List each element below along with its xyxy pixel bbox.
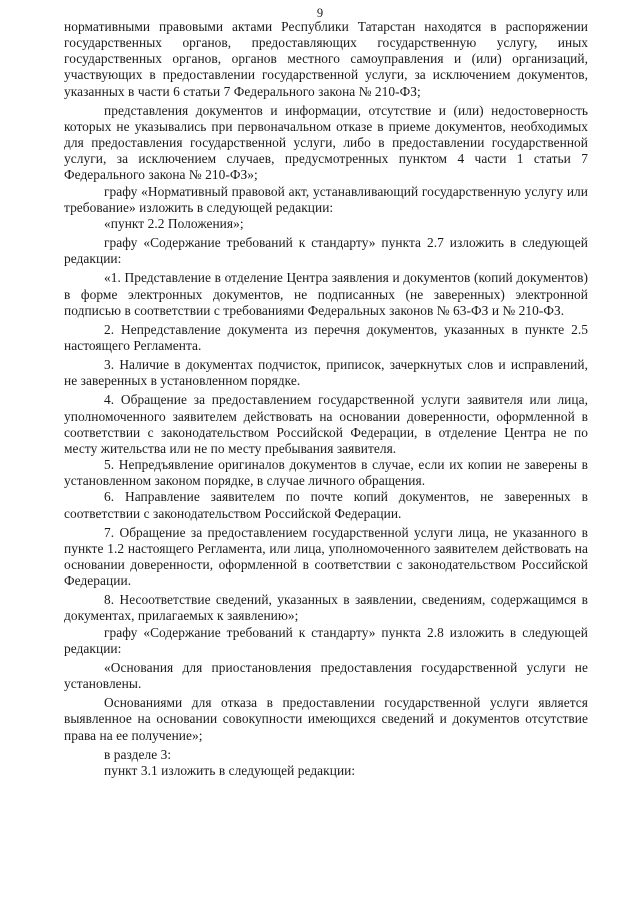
paragraph: 5. Непредъявление оригиналов документов в случае, если их копии не заверены в установленном законом порядке, в случае личного обращения. bbox=[64, 457, 588, 489]
paragraph: графу «Нормативный правовой акт, устанавливающий государственную услугу или требование» изложить в следующей редакции: bbox=[64, 183, 588, 215]
paragraph: представления документов и информации, отсутствие и (или) недостоверность которых не указывались при первоначальном отказе в приеме документов, необходимых для предоставления государственной услуги, либо в предоставлении государственной услуги, за исключением случаев, предусмотренных пунктом 4 части 1 статьи 7 Федерального закона № 210-ФЗ»; bbox=[64, 102, 588, 183]
paragraph: графу «Содержание требований к стандарту» пункта 2.7 изложить в следующей редакции: bbox=[64, 235, 588, 267]
paragraph: графу «Содержание требований к стандарту» пункта 2.8 изложить в следующей редакции: bbox=[64, 624, 588, 656]
page-number: 9 bbox=[316, 6, 324, 20]
paragraph: Основаниями для отказа в предоставлении государственной услуги является выявленное на основании совокупности имеющихся сведений и документов отсутствие права на ее получение»; bbox=[64, 695, 588, 743]
paragraph: 8. Несоответствие сведений, указанных в заявлении, сведениям, содержащимся в документах, прилагаемых к заявлению»; bbox=[64, 592, 588, 624]
document-body bbox=[64, 19, 588, 779]
paragraph: «пункт 2.2 Положения»; bbox=[104, 215, 244, 231]
paragraph: 2. Непредставление документа из перечня документов, указанных в пункте 2.5 настоящего Регламента. bbox=[64, 321, 588, 353]
paragraph: 7. Обращение за предоставлением государственной услуги лица, не указанного в пункте 1.2 настоящего Регламента, или лица, уполномоченного заявителем действовать на основании доверенности, оформленной в соответствии с законодательством Российской Федерации. bbox=[64, 524, 588, 589]
paragraph: 6. Направление заявителем по почте копий документов, не заверенных в соответствии с законодательством Российской Федерации. bbox=[64, 489, 588, 521]
paragraph: «Основания для приостановления предоставления государственной услуги не установлены. bbox=[64, 659, 588, 692]
paragraph: «1. Представление в отделение Центра заявления и документов (копий документов) в форме электронных документов, не подписанных (не заверенных) электронной подписью в соответствии с требованиями Федеральных законов № 63-ФЗ и № 210-ФЗ. bbox=[64, 270, 588, 318]
paragraph: нормативными правовыми актами Республики Татарстан находятся в распоряжении государственных органов, предоставляющих государственную услугу, иных государственных органов, органов местного самоуправления и (или) организаций, участвующих в предоставлении государственной услуги, за исключением документов, указанных в части 6 статьи 7 Федерального закона № 210-ФЗ; bbox=[64, 19, 588, 99]
paragraph: в разделе 3: bbox=[104, 746, 172, 762]
paragraph: пункт 3.1 изложить в следующей редакции: bbox=[104, 762, 356, 778]
paragraph: 3. Наличие в документах подчисток, приписок, зачеркнутых слов и исправлений, не заверенных в установленном порядке. bbox=[64, 357, 588, 389]
paragraph: 4. Обращение за предоставлением государственной услуги заявителя или лица, уполномоченного заявителем действовать на основании доверенности, оформленной в соответствии с законодательством Российской Федерации, в отделение Центра не по месту жительства или не по месту пребывания заявителя. bbox=[64, 392, 588, 456]
